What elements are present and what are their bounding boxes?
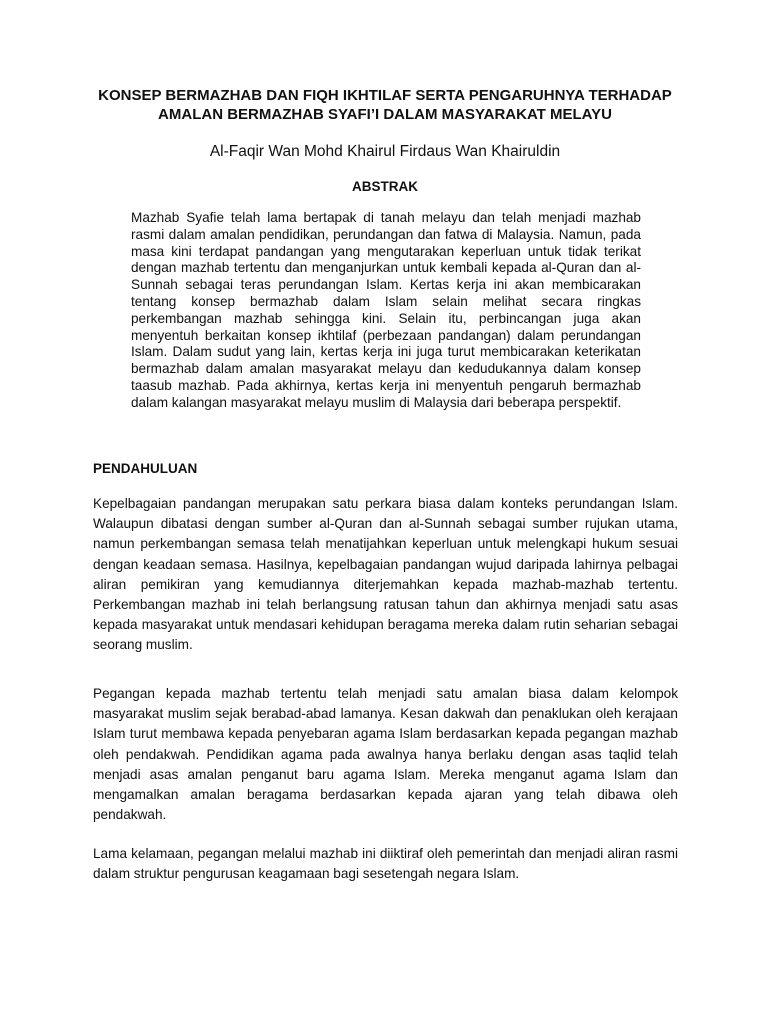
section-heading: PENDAHULUAN bbox=[93, 461, 198, 476]
abstract-heading: ABSTRAK bbox=[352, 179, 418, 194]
body-paragraph: Lama kelamaan, pegangan melalui mazhab ini diiktiraf oleh pemerintah dan menjadi aliran rasmi dalam struktur pengurusan keagamaan bagi sesetengah negara Islam. bbox=[93, 846, 678, 882]
body-paragraph: Kepelbagaian pandangan merupakan satu perkara biasa dalam konteks perundangan Islam. Walaupun dibatasi dengan sumber al-Quran dan al-Sunnah sebagai sumber rujukan utama, namun perkembangan semasa telah menatijahkan keperluan untuk melengkapi hukum sesuai dengan keadaan semasa. Hasilnya, kepelbagaian pandangan wujud daripada lahirnya pelbagai aliran pemikiran yang kemudiannya diterjemahkan kepada mazhab-mazhab tertentu. Perkembangan mazhab ini telah berlangsung ratusan tahun dan akhirnya menjadi satu asas kepada masyarakat untuk mendasari kehidupan beragama mereka dalam rutin seharian sebagai seorang muslim. bbox=[93, 496, 678, 653]
abstract-text: Mazhab Syafie telah lama bertapak di tanah melayu dan telah menjadi mazhab rasmi dalam amalan pendidikan, perundangan dan fatwa di Malaysia. Namun, pada masa kini terdapat pandangan yang mengutarakan keperluan untuk tidak terikat dengan mazhab tertentu dan menganjurkan untuk kembali kepada al-Quran dan al-Sunnah sebagai teras perundangan Islam. Kertas kerja ini akan membicarakan tentang konsep bermazhab dalam Islam selain melihat secara ringkas perkembangan mazhab sehingga kini. Selain itu, perbincangan juga akan menyentuh berkaitan konsep ikhtilaf (perbezaan pandangan) dalam perundangan Islam. Dalam sudut yang lain, kertas kerja ini juga turut membicarakan keterikatan bermazhab dalam amalan masyarakat melayu dan kedudukannya dalam konsep taasub mazhab. Pada akhirnya, kertas kerja ini menyentuh pengaruh bermazhab dalam kalangan masyarakat melayu muslim di Malaysia dari beberapa perspektif. bbox=[131, 210, 641, 410]
author-name: Al-Faqir Wan Mohd Khairul Firdaus Wan Khairuldin bbox=[209, 143, 561, 160]
body-paragraph: Pegangan kepada mazhab tertentu telah menjadi satu amalan biasa dalam kelompok masyarakat muslim sejak berabad-abad lamanya. Kesan dakwah dan penaklukan oleh kerajaan Islam turut membawa kepada penyebaran agama Islam berdasarkan kepada pegangan mazhab oleh pendakwah. Pendidikan agama pada awalnya hanya berlaku dengan asas taqlid telah menjadi asas amalan penganut baru agama Islam. Mereka menganut agama Islam dan mengamalkan amalan beragama berdasarkan kepada ajaran yang telah dibawa oleh pendakwah. bbox=[93, 686, 678, 823]
document-title: KONSEP BERMAZHAB DAN FIQH IKHTILAF SERTA PENGARUHNYA TERHADAP AMALAN BERMAZHAB SYAFI’I DALAM MASYARAKAT MELAYU bbox=[98, 87, 672, 123]
